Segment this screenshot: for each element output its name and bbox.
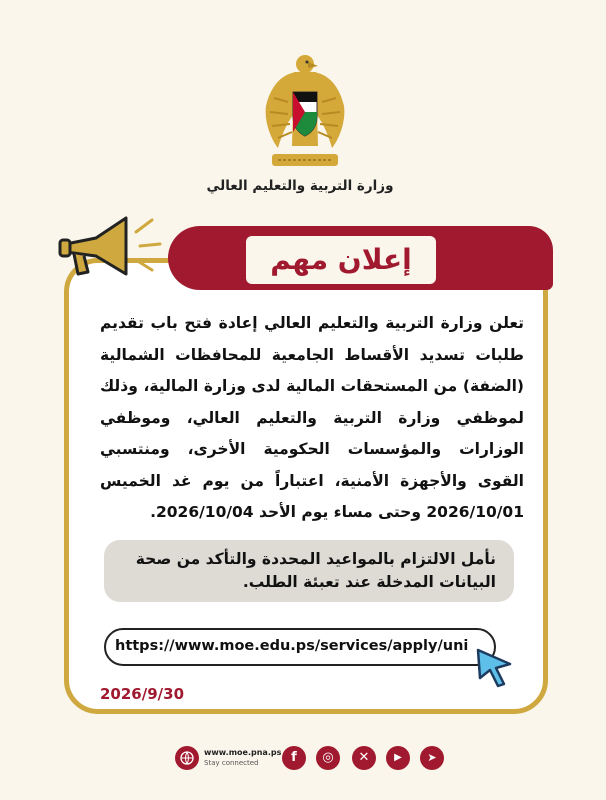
telegram-icon[interactable]: ➤ [420, 746, 444, 770]
announcement-body: تعلن وزارة التربية والتعليم العالي إعادة فتح باب تقديم طلبات تسديد الأقساط الجامعية للمحافظات الشمالية (الضفة) من المستحقات المالية لدى وزارة المالية، وذلك لموظفي وزارة التربية والتعليم العالي، وموظفي الوزارات والمؤسسات الحكومية الأخرى، ومنتسبي القوى والأجهزة الأمنية، اعتباراً من يوم غد الخميس 2026/10/01 وحتى مساء يوم الأحد 2026/10/04. [100, 314, 524, 521]
x-icon[interactable]: ✕ [352, 746, 376, 770]
megaphone-icon [56, 214, 166, 286]
footer-website[interactable]: www.moe.pna.ps [204, 748, 282, 757]
apply-link[interactable]: https://www.moe.edu.ps/services/apply/uni [104, 628, 496, 666]
instagram-icon[interactable]: ◎ [316, 746, 340, 770]
announcement-headline: إعلان مهم [270, 243, 412, 276]
announcement-date: 2026/9/30 [100, 685, 185, 703]
youtube-icon[interactable]: ▶ [386, 746, 410, 770]
cursor-arrow-icon [474, 646, 514, 688]
ministry-name: وزارة التربية والتعليم العالي [206, 178, 394, 194]
ministry-emblem-logo [258, 50, 352, 174]
globe-icon [175, 746, 199, 770]
notice-box: نأمل الالتزام بالمواعيد المحددة والتأكد من صحة البيانات المدخلة عند تعبئة الطلب. [104, 540, 514, 602]
facebook-icon[interactable]: f [282, 746, 306, 770]
footer-tagline: Stay connected [204, 759, 259, 767]
